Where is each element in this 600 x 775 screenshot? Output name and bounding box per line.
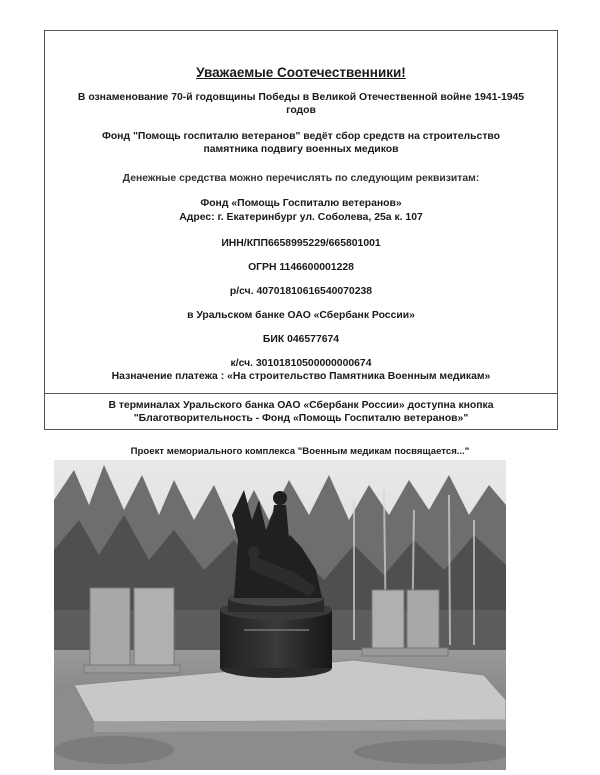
donation-appeal-frame [44, 30, 558, 430]
bank-name: в Уральском банке ОАО «Сбербанк России» [187, 310, 415, 321]
bank-account: р/сч. 40701810616540070238 [229, 286, 373, 297]
fund-line-2: памятника подвигу военных медиков [203, 144, 399, 155]
fund-line-1: Фонд "Помощь госпиталю ветеранов" ведёт сбор средств на строительство [101, 131, 501, 142]
inn-kpp: ИНН/КПП6658995229/665801001 [221, 238, 381, 249]
intro-line-2: годов [286, 105, 316, 116]
memorial-illustration [54, 460, 506, 770]
terminal-line-1: В терминалах Уральского банка ОАО «Сбербанк России» доступна кнопка [108, 400, 494, 411]
ogrn: ОГРН 1146600001228 [248, 262, 354, 273]
memorial-project-photo [54, 460, 506, 770]
monument-pedestal [220, 590, 332, 678]
org-name: Фонд «Помощь Госпиталю ветеранов» [200, 198, 402, 209]
intro-line-1: В ознаменование 70-й годовщины Победы в Великой Отечественной войне 1941-1945 [77, 92, 525, 103]
org-address: Адрес: г. Екатеринбург ул. Соболева, 25а к. 107 [179, 212, 423, 223]
terminal-line-2: "Благотворительность - Фонд «Помощь Госпиталю ветеранов»" [133, 413, 469, 424]
funds-transfer-text: Денежные средства можно перечислять по следующим реквизитам: [122, 173, 480, 184]
appeal-section [45, 31, 557, 394]
corr-account: к/сч. 30101810500000000674 [230, 358, 372, 369]
photo-caption: Проект мемориального комплекса "Военным медикам посвящается..." [130, 446, 470, 457]
payment-purpose: Назначение платежа : «На строительство Памятника Военным медикам» [111, 371, 491, 382]
terminal-note [45, 393, 557, 429]
bik: БИК 046577674 [262, 334, 340, 345]
appeal-title: Уважаемые Соотечественники! [196, 65, 406, 80]
